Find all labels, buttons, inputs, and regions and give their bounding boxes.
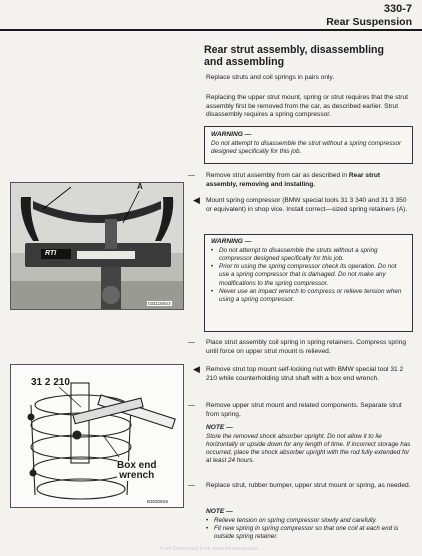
step-1-reference: Rear strut assembly, removing and installing. — [206, 172, 381, 188]
header-rule — [0, 29, 422, 31]
step-dash: — — [188, 172, 195, 179]
arrow-left-icon: ◀ — [193, 364, 200, 374]
step-2: Mount spring compressor (BMW special tools 31 3 340 and 31 3 350 or equivalent) in shop vice. Install correct—sized spring retainers (A). — [206, 197, 408, 213]
step-4: Remove strut top mount self-locking nut with BMW special tool 31 2 210 while counterholding strut shaft with a box end wrench. — [206, 366, 404, 382]
warning-heading: WARNING — — [211, 131, 252, 138]
note-heading: NOTE — — [206, 508, 233, 515]
step-1-text: Remove strut assembly from car as described in — [206, 172, 349, 179]
warning-bullet: • Prior to using the spring compressor check its operation. Do not use a spring compressor that is damaged. Do not make any modifications to the spring compressor. — [211, 263, 397, 287]
step-dash: — — [188, 339, 195, 346]
figure-callout-a: A — [137, 182, 143, 191]
step-5: Remove upper strut mount and related components. Separate strut from spring. — [206, 402, 402, 418]
warning-heading: WARNING — — [211, 238, 252, 245]
note-1 — [206, 424, 411, 466]
note-2 — [206, 508, 411, 541]
warning-box-2 — [204, 234, 413, 332]
note-bullet: • Relieve tension on spring compressor slowly and carefully. — [206, 516, 377, 524]
note-text: Store the removed shock absorber upright. Do not allow it to lie horizontally or upside down for any length of time. If incorrect storage has occurred, place the shock absorber upright with the rod fully extended for at least 24 hours. — [206, 432, 411, 465]
warning-bullet: • Never use an impact wrench to compress or relieve tension when using a spring compressor. — [211, 288, 402, 304]
strut-nut-removal-diagram — [10, 364, 184, 508]
arrow-left-icon: ◀ — [193, 195, 200, 205]
procedure-title: Rear strut assembly, disassembling and assembling — [204, 44, 384, 68]
step-3: Place strut assembly coil spring in spring retainers. Compress spring until force on upper strut mount is relieved. — [206, 339, 407, 355]
figure-code: B30308S5 — [147, 499, 169, 504]
figure-callout-wrench: Box end wrench — [117, 460, 157, 481]
step-dash: — — [188, 402, 195, 409]
step-dash: — — [188, 482, 195, 489]
paragraph-1: Replacing the upper strut mount, spring or strut requires that the strut assembly first be removed from the car, as described earlier. Strut disassembly requires a spring compressor. — [206, 94, 408, 119]
tool-brand-label: RTI — [45, 250, 57, 257]
page-number: 330-7 — [383, 3, 412, 15]
section-title: Rear Suspension — [326, 16, 412, 28]
footer-watermark: Free Download from www.bmwmanuals... — [160, 546, 264, 552]
warning-bullet: • Do not attempt to disassemble the struts without a spring compressor designed specifically for this job. — [211, 246, 378, 262]
intro-text: Replace struts and coil springs in pairs only. — [206, 74, 335, 81]
step-6: Replace strut, rubber bumper, upper strut mount or spring, as needed. — [206, 482, 411, 489]
warning-box-1 — [204, 126, 413, 164]
spring-compressor-photo — [10, 182, 184, 310]
note-bullet: • Fit new spring in spring compressor so that one coil at each end is outside spring retainer. — [206, 524, 399, 541]
spring-compressor-illustration — [11, 183, 183, 309]
step-1 — [206, 172, 411, 189]
figure-callout-tool: 31 2 210 — [31, 377, 70, 388]
note-heading: NOTE — — [206, 424, 233, 431]
warning-text: Do not attempt to disassemble the strut without a spring compressor designed specifically for this job. — [211, 139, 402, 155]
figure-code: 0331165S3 — [148, 301, 171, 306]
